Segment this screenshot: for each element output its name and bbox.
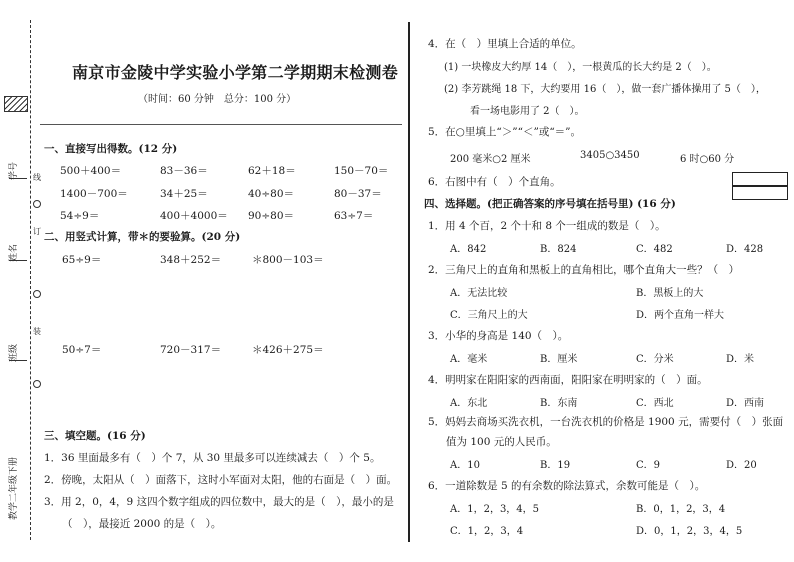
calc-item: 1400－700＝ xyxy=(60,188,128,200)
mc-option: D．西南 xyxy=(726,398,765,409)
calc-item: 500＋400＝ xyxy=(60,165,122,177)
vertical-calc-item: ＊800－103＝ xyxy=(252,254,324,266)
mc-option: C．1，2，3，4 xyxy=(450,526,524,537)
mc-option: C．482 xyxy=(636,244,673,255)
fill-question: 3．用 2，0，4，9 这四个数字组成的四位数中，最大的是（ ），最小的是 xyxy=(44,496,394,508)
fill-question: 5．在○里填上“＞”“＜”或“＝”。 xyxy=(428,126,582,138)
cut-line xyxy=(30,20,31,540)
mc-option: B．19 xyxy=(540,460,571,471)
vertical-calc-item: 50÷7＝ xyxy=(62,344,102,356)
mc-option: B．东南 xyxy=(540,398,578,409)
mc-option: B．黑板上的大 xyxy=(636,288,704,299)
fill-question-cont: （ ），最接近 2000 的是（ ）。 xyxy=(62,518,222,530)
fill-question: 1．36 里面最多有（ ）个 7，从 30 里最多可以连续减去（ ）个 5。 xyxy=(44,452,381,464)
mc-option: D．两个直角一样大 xyxy=(636,310,725,321)
calc-item: 80－37＝ xyxy=(334,188,382,200)
grade-label: 教学二年级下册 xyxy=(9,456,19,520)
header-rule xyxy=(40,124,402,125)
section4-heading: 四、选择题。(把正确答案的序号填在括号里) (16 分) xyxy=(424,198,676,210)
mc-question-cont: 值为 100 元的人民币。 xyxy=(446,436,557,448)
calc-item: 54÷9＝ xyxy=(60,210,100,222)
figure-box xyxy=(732,186,788,200)
vertical-calc-item: 65÷9＝ xyxy=(62,254,102,266)
mc-question: 3．小华的身高是 140（ ）。 xyxy=(428,330,569,342)
column-divider xyxy=(408,22,410,542)
mc-question: 2．三角尺上的直角和黑板上的直角相比，哪个直角大一些？（ ） xyxy=(428,264,740,276)
calc-item: 63÷7＝ xyxy=(334,210,374,222)
hatch-decoration xyxy=(4,96,28,112)
calc-item: 150－70＝ xyxy=(334,165,389,177)
exam-subtitle: （时间：60 分钟 总分：100 分） xyxy=(138,94,297,105)
section3-heading: 三、填空题。(16 分) xyxy=(44,430,146,442)
student-number-label: 学号 xyxy=(9,161,19,180)
fill-subquestion: (1) 一块橡皮大约厚 14（ ），一根黄瓜的长大约是 2（ ）。 xyxy=(444,62,717,73)
mc-option: B．0，1，2，3，4 xyxy=(636,504,726,515)
compare-item: 200 毫米○2 厘米 xyxy=(450,154,531,165)
mc-option: A．842 xyxy=(450,244,487,255)
class-line xyxy=(9,360,27,361)
fill-subquestion-cont: 看一场电影用了 2（ ）。 xyxy=(470,106,585,117)
class-label: 班级 xyxy=(9,343,19,362)
fill-question: 2．傍晚，太阳从（ ）面落下，这时小军面对太阳，他的右面是（ ）面。 xyxy=(44,474,398,486)
mc-option: D．20 xyxy=(726,460,757,471)
vertical-calc-item: 348＋252＝ xyxy=(160,254,222,266)
section1-heading: 一、直接写出得数。(12 分) xyxy=(44,143,178,155)
mc-option: D．0，1，2，3，4，5 xyxy=(636,526,743,537)
binding-hole-icon xyxy=(33,380,41,388)
mc-option: A．无法比较 xyxy=(450,288,508,299)
bind-char: 订 xyxy=(33,227,41,236)
calc-item: 34＋25＝ xyxy=(160,188,208,200)
fill-question: 4．在（ ）里填上合适的单位。 xyxy=(428,38,582,50)
figure-box xyxy=(732,172,788,186)
mc-option: D．428 xyxy=(726,244,764,255)
mc-question: 5．妈妈去商场买洗衣机，一台洗衣机的价格是 1900 元，需要付（ ）张面 xyxy=(428,416,784,428)
section2-heading: 二、用竖式计算，带＊的要验算。(20 分) xyxy=(44,231,241,243)
mc-question: 4．明明家在阳阳家的西南面，阳阳家在明明家的（ ）面。 xyxy=(428,374,708,386)
mc-option: C．分米 xyxy=(636,354,674,365)
binding-strip xyxy=(0,0,44,562)
calc-item: 40÷80＝ xyxy=(248,188,295,200)
calc-item: 62＋18＝ xyxy=(248,165,296,177)
mc-question: 6．一道除数是 5 的有余数的除法算式，余数可能是（ ）。 xyxy=(428,480,706,492)
mc-option: C．9 xyxy=(636,460,661,471)
install-char: 装 xyxy=(33,327,41,336)
mc-option: A．1，2，3，4，5 xyxy=(450,504,540,515)
binding-hole-icon xyxy=(33,290,41,298)
mc-option: C．西北 xyxy=(636,398,674,409)
compare-item: 6 时○60 分 xyxy=(680,154,735,165)
mc-option: A．东北 xyxy=(450,398,488,409)
line-char: 线 xyxy=(33,173,41,182)
fill-subquestion: (2) 李芳跳绳 18 下，大约要用 16（ ），做一套广播体操用了 5（ ）， xyxy=(444,84,766,95)
fill-question: 6．右图中有（ ）个直角。 xyxy=(428,176,561,188)
vertical-calc-item: ＊426＋275＝ xyxy=(252,344,324,356)
calc-item: 83－36＝ xyxy=(160,165,208,177)
vertical-calc-item: 720－317＝ xyxy=(160,344,222,356)
calc-item: 90÷80＝ xyxy=(248,210,295,222)
mc-option: B．厘米 xyxy=(540,354,578,365)
mc-option: B．824 xyxy=(540,244,577,255)
student-number-line xyxy=(9,178,27,179)
mc-question: 1．用 4 个百，2 个十和 8 个一组成的数是（ ）。 xyxy=(428,220,666,232)
exam-title: 南京市金陵中学实验小学第二学期期末检测卷 xyxy=(72,63,399,82)
mc-option: C．三角尺上的大 xyxy=(450,310,528,321)
mc-option: A．10 xyxy=(450,460,480,471)
compare-item: 3405○3450 xyxy=(580,150,640,161)
name-line xyxy=(9,260,27,261)
mc-option: D．米 xyxy=(726,354,755,365)
name-label: 姓名 xyxy=(9,243,19,262)
mc-option: A．毫米 xyxy=(450,354,488,365)
calc-item: 400＋4000＝ xyxy=(160,210,228,222)
binding-hole-icon xyxy=(33,200,41,208)
